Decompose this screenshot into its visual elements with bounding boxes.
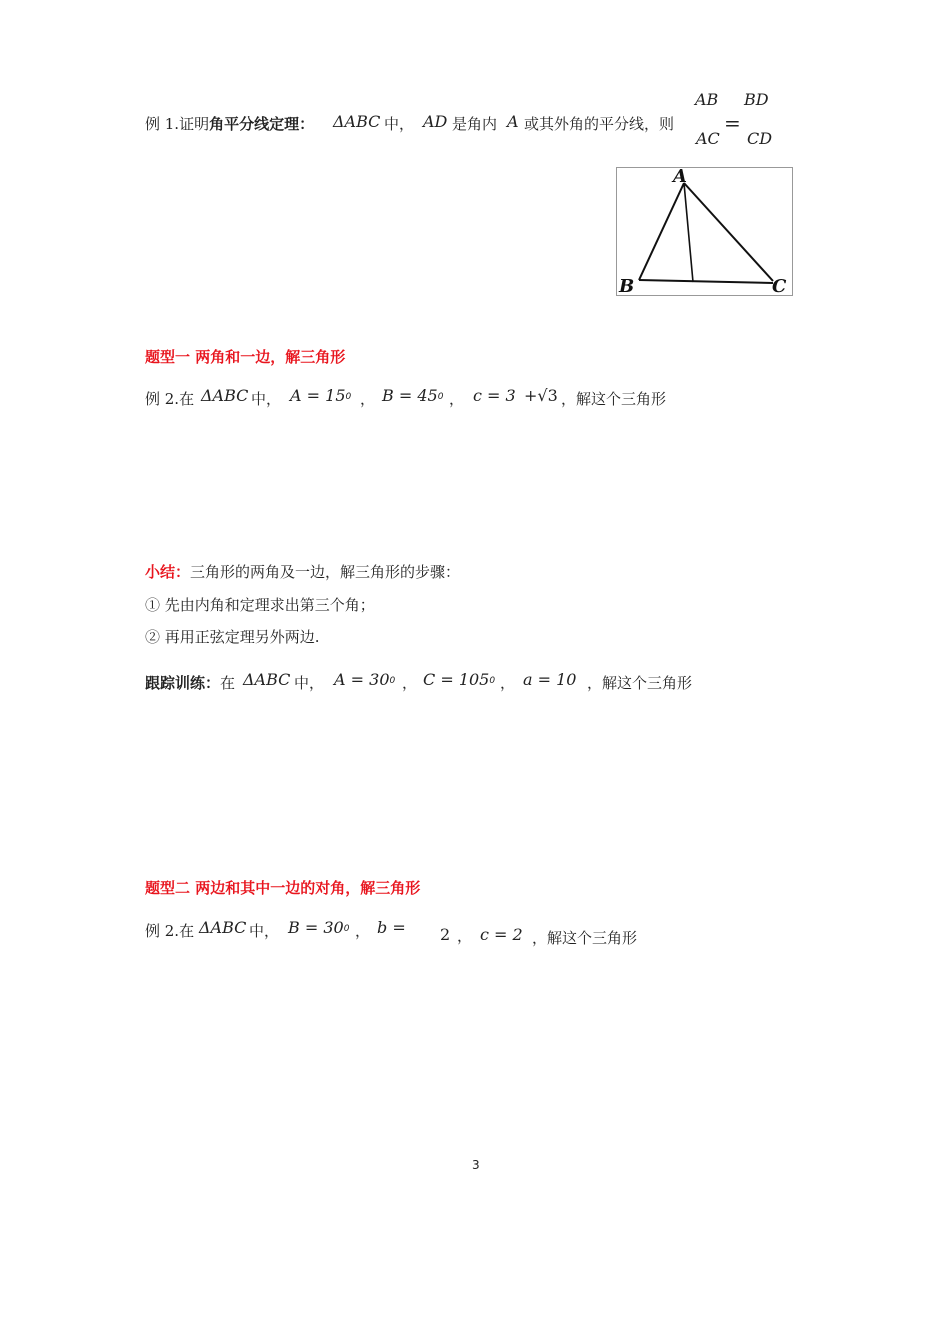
theorem-title: 角平分线定理： bbox=[209, 115, 315, 133]
practice-side-expr: a = 10 bbox=[523, 670, 577, 689]
practice-line bbox=[145, 672, 235, 693]
type2-triangle: ΔABC bbox=[199, 918, 247, 937]
example1-zhong: 中， bbox=[384, 115, 415, 133]
type1-triangle: ΔABC bbox=[201, 386, 249, 405]
practice-sep1: ， bbox=[402, 674, 418, 692]
vertex-label-a: A bbox=[673, 168, 687, 187]
type2-b-side: b = bbox=[377, 918, 406, 937]
type2-sep1: ， bbox=[355, 922, 371, 940]
practice-c-degree: 0 bbox=[489, 676, 496, 686]
vertex-label-c: C bbox=[772, 276, 787, 295]
type1-a-expr bbox=[290, 386, 351, 405]
example1-triangle: ΔABC bbox=[333, 112, 381, 131]
practice-tail: ，解这个三角形 bbox=[587, 674, 693, 692]
type1-sep2: ， bbox=[449, 390, 465, 408]
frac-right-denominator: CD bbox=[747, 129, 773, 148]
example1-text1: 是角内 bbox=[452, 115, 498, 133]
summary-label: 小结： bbox=[145, 563, 191, 581]
frac-left-numerator: AB bbox=[695, 90, 719, 109]
summary-text: 三角形的两角及一边，解三角形的步骤： bbox=[190, 563, 461, 581]
practice-a-degree: 0 bbox=[389, 676, 396, 686]
practice-triangle: ΔABC bbox=[243, 670, 291, 689]
practice-label: 跟踪训练： bbox=[145, 674, 221, 692]
example1-text2: 或其外角的平分线，则 bbox=[524, 115, 675, 133]
type2-b-degree: 0 bbox=[343, 924, 350, 934]
type2-sep2: ， bbox=[457, 927, 473, 945]
side-bc bbox=[639, 280, 773, 283]
type1-a-value: A = 15 bbox=[290, 386, 346, 405]
type1-b-expr bbox=[382, 386, 443, 405]
type2-b-angle-value: B = 30 bbox=[288, 918, 344, 937]
bisector-ad bbox=[684, 183, 693, 282]
type1-sep1: ， bbox=[360, 390, 376, 408]
practice-c-expr bbox=[423, 670, 495, 689]
summary-step2: ② 再用正弦定理另外两边. bbox=[145, 628, 320, 646]
example1-a: A bbox=[507, 112, 519, 131]
vertex-label-b: B bbox=[619, 276, 635, 295]
type1-plus-sqrt: +√3 bbox=[524, 386, 558, 405]
summary-line bbox=[145, 561, 460, 582]
type2-zhong: 中， bbox=[249, 922, 280, 940]
type2-tail: ，解这个三角形 bbox=[532, 929, 638, 947]
type1-c-expr: c = 3 bbox=[473, 386, 516, 405]
type2-b-value: 2 bbox=[440, 925, 451, 944]
example1-ad: AD bbox=[423, 112, 448, 131]
frac-equals: = bbox=[724, 111, 741, 135]
frac-left-denominator: AC bbox=[696, 129, 720, 148]
type1-b-value: B = 45 bbox=[382, 386, 438, 405]
practice-sep2: ， bbox=[500, 674, 516, 692]
page-number: 3 bbox=[472, 1158, 480, 1172]
frac-right-numerator: BD bbox=[744, 90, 769, 109]
triangle-figure bbox=[616, 167, 793, 296]
example1-label: 例 1.证明 bbox=[145, 115, 210, 133]
type1-b-degree: 0 bbox=[437, 392, 444, 402]
triangle-diagram bbox=[617, 168, 792, 295]
type1-a-degree: 0 bbox=[345, 392, 352, 402]
type2-heading: 题型二 两边和其中一边的对角，解三角形 bbox=[145, 879, 421, 897]
example1-line bbox=[145, 113, 314, 134]
side-ac bbox=[684, 183, 773, 281]
practice-a-value: A = 30 bbox=[334, 670, 390, 689]
summary-step1: ① 先由内角和定理求出第三个角； bbox=[145, 596, 375, 614]
type1-heading: 题型一 两角和一边，解三角形 bbox=[145, 348, 346, 366]
type1-tail: ，解这个三角形 bbox=[561, 390, 667, 408]
type2-c-expr: c = 2 bbox=[480, 925, 523, 944]
practice-pre: 在 bbox=[220, 674, 236, 692]
type2-b-expr bbox=[288, 918, 349, 937]
practice-a-expr bbox=[334, 670, 395, 689]
side-ab bbox=[639, 183, 684, 280]
practice-c-value: C = 105 bbox=[423, 670, 490, 689]
practice-zhong: 中， bbox=[294, 674, 325, 692]
type1-zhong: 中， bbox=[251, 390, 282, 408]
type2-ex-label: 例 2.在 bbox=[145, 922, 195, 940]
type1-ex-label: 例 2.在 bbox=[145, 390, 195, 408]
